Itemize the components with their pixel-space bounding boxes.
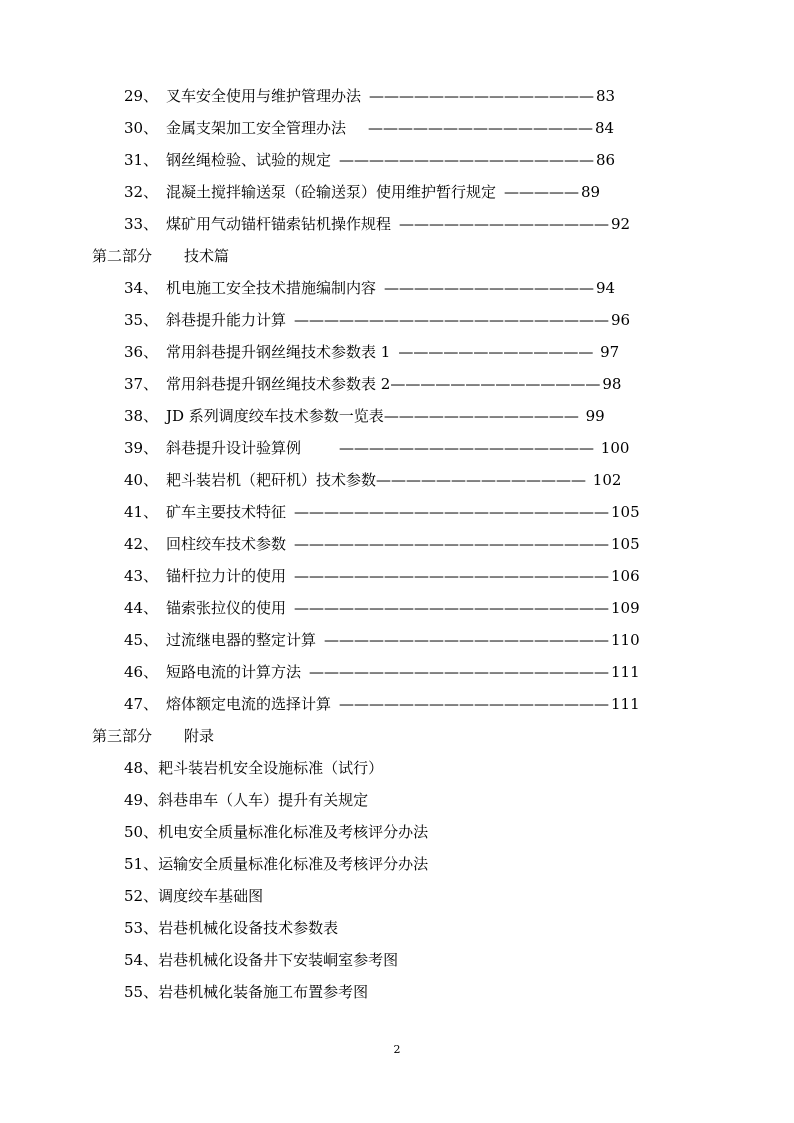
toc-entry-47 — [0, 688, 794, 720]
entry-title: 混凝土搅拌输送泵（砼输送泵）使用维护暂行规定 — [166, 183, 497, 201]
section-name: 第二部分 — [92, 247, 153, 265]
entry-page: 83 — [596, 87, 616, 105]
toc-entry-31 — [0, 144, 794, 176]
entry-page: 96 — [611, 311, 631, 329]
toc-entry-35 — [0, 304, 794, 336]
toc-entry-44 — [0, 592, 794, 624]
entry-number: 37、 — [124, 375, 159, 393]
entry-page: 94 — [596, 279, 616, 297]
dot-leader: ——————————————————— — [324, 631, 610, 649]
toc-entry-38 — [0, 400, 794, 432]
dot-leader: ————————————————— — [339, 151, 595, 169]
appendix-entry-49: 49、斜巷串车（人车）提升有关规定 — [124, 791, 369, 809]
section-heading-part2 — [0, 240, 794, 272]
entry-number: 41、 — [124, 503, 159, 521]
appendix-entry-48: 48、耙斗装岩机安全设施标准（试行） — [124, 759, 384, 777]
entry-number: 43、 — [124, 567, 159, 585]
dot-leader: ————————————— — [398, 343, 594, 361]
section-name: 第三部分 — [92, 727, 153, 745]
toc-entry-45 — [0, 624, 794, 656]
entry-number: 38、 — [124, 407, 159, 425]
entry-title: 锚索张拉仪的使用 — [166, 599, 287, 617]
appendix-entry-51: 51、运输安全质量标准化标准及考核评分办法 — [124, 855, 429, 873]
entry-title: 矿车主要技术特征 — [166, 503, 287, 521]
entry-number: 39、 — [124, 439, 159, 457]
dot-leader: —————————————— — [399, 215, 610, 233]
appendix-entry-54: 54、岩巷机械化设备井下安装峒室参考图 — [124, 951, 399, 969]
toc-entry-39 — [0, 432, 794, 464]
appendix-entry-53: 53、岩巷机械化设备技术参数表 — [124, 919, 339, 937]
toc-entry-40 — [0, 464, 794, 496]
entry-number: 33、 — [124, 215, 159, 233]
entry-number: 40、 — [124, 471, 159, 489]
appendix-entry-55: 55、岩巷机械化装备施工布置参考图 — [124, 983, 369, 1001]
entry-title: 机电施工安全技术措施编制内容 — [166, 279, 377, 297]
entry-page: 92 — [611, 215, 631, 233]
dot-leader: ——————————————— — [369, 87, 595, 105]
dot-leader: ————————————————————— — [294, 503, 610, 521]
dot-leader: ————————————————————— — [294, 311, 610, 329]
dot-leader: ————————————————————— — [294, 535, 610, 553]
dot-leader: ————————————— — [383, 407, 579, 425]
entry-page: 105 — [611, 535, 640, 553]
section-title: 附录 — [184, 727, 215, 745]
dot-leader: ————————————————— — [339, 439, 595, 457]
entry-number: 29、 — [124, 87, 159, 105]
entry-title: 锚杆拉力计的使用 — [166, 567, 287, 585]
entry-title: 斜巷提升能力计算 — [166, 311, 287, 329]
entry-page: 86 — [596, 151, 616, 169]
toc-entry-34 — [0, 272, 794, 304]
page-number: 2 — [393, 1043, 401, 1056]
entry-title: 常用斜巷提升钢丝绳技术参数表 1 — [166, 343, 391, 361]
dot-leader: —————————————— — [384, 279, 595, 297]
entry-title: 斜巷提升设计验算例 — [166, 439, 302, 457]
entry-title: 常用斜巷提升钢丝绳技术参数表 2 — [166, 375, 391, 393]
toc-entry-37 — [0, 368, 794, 400]
dot-leader: ————————————————————— — [294, 567, 610, 585]
entry-title: 金属支架加工安全管理办法 — [166, 119, 347, 137]
entry-page: 110 — [611, 631, 640, 649]
entry-number: 32、 — [124, 183, 159, 201]
entry-number: 34、 — [124, 279, 159, 297]
entry-page: 109 — [611, 599, 640, 617]
entry-number: 31、 — [124, 151, 159, 169]
entry-page: 84 — [595, 119, 615, 137]
appendix-entry-52: 52、调度绞车基础图 — [124, 887, 264, 905]
toc-entry-29 — [0, 80, 794, 112]
entry-number: 36、 — [124, 343, 159, 361]
entry-number: 45、 — [124, 631, 159, 649]
entry-page: 102 — [588, 471, 622, 489]
toc-entry-42 — [0, 528, 794, 560]
dot-leader: —————————————— — [376, 471, 587, 489]
entry-page: 111 — [611, 663, 640, 681]
entry-page: 99 — [580, 407, 605, 425]
toc-entry-32 — [0, 176, 794, 208]
entry-number: 44、 — [124, 599, 159, 617]
entry-number: 35、 — [124, 311, 159, 329]
entry-page: 100 — [596, 439, 630, 457]
entry-number: 47、 — [124, 695, 159, 713]
appendix-entry-50: 50、机电安全质量标准化标准及考核评分办法 — [124, 823, 429, 841]
toc-entry-46 — [0, 656, 794, 688]
toc-entry-43 — [0, 560, 794, 592]
entry-title: 短路电流的计算方法 — [166, 663, 302, 681]
dot-leader: ———————————————————— — [309, 663, 610, 681]
dot-leader: ————————————————————— — [294, 599, 610, 617]
entry-page: 98 — [602, 375, 622, 393]
dot-leader: ————— — [504, 183, 580, 201]
entry-title: 叉车安全使用与维护管理办法 — [166, 87, 362, 105]
toc-entry-33 — [0, 208, 794, 240]
entry-number: 46、 — [124, 663, 159, 681]
entry-page: 111 — [611, 695, 640, 713]
entry-page: 106 — [611, 567, 640, 585]
entry-number: 42、 — [124, 535, 159, 553]
entry-title: 煤矿用气动锚杆锚索钻机操作规程 — [166, 215, 392, 233]
section-title: 技术篇 — [184, 247, 230, 265]
toc-entry-30 — [0, 112, 794, 144]
table-of-contents — [0, 80, 794, 1008]
entry-page: 89 — [581, 183, 601, 201]
entry-title: 钢丝绳检验、试验的规定 — [166, 151, 332, 169]
entry-title: 回柱绞车技术参数 — [166, 535, 287, 553]
entry-title: 熔体额定电流的选择计算 — [166, 695, 332, 713]
dot-leader: ——————————————— — [368, 119, 594, 137]
entry-number: 30、 — [124, 119, 159, 137]
entry-title: JD 系列调度绞车技术参数一览表 — [166, 407, 384, 425]
entry-page: 105 — [611, 503, 640, 521]
entry-page: 97 — [595, 343, 620, 361]
entry-title: 过流继电器的整定计算 — [166, 631, 317, 649]
entry-title: 耙斗装岩机（耙矸机）技术参数 — [166, 471, 377, 489]
dot-leader: —————————————————— — [339, 695, 610, 713]
section-heading-part3 — [0, 720, 794, 752]
dot-leader: —————————————— — [390, 375, 601, 393]
toc-entry-41 — [0, 496, 794, 528]
toc-entry-36 — [0, 336, 794, 368]
